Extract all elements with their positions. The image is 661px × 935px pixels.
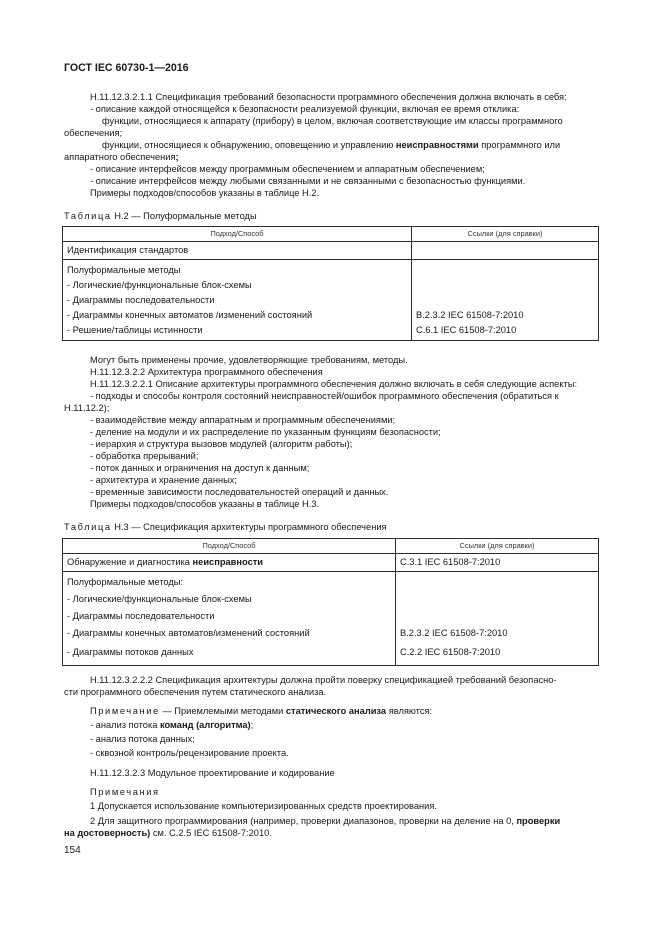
list-item: - деление на модули и их распределение по указанным функциям безопасности; [90,427,441,437]
subsection-title: H.11.12.3.2.2 Архитектура программного обеспечения [90,367,323,377]
note-item [64,827,272,839]
note-item: 1 Допускается использование компьютеризированных средств проектирования. [90,801,437,811]
bold-term: на достоверность) [64,828,151,838]
paragraph: Примеры подходов/способов указаны в таблице Н.3. [90,499,320,509]
paragraph [102,139,560,151]
bold-term: ; [175,152,179,162]
text: аппаратного обеспечения [64,152,176,162]
text: 2 Для защитного программирования (например, проверки диапазонов, проверки на деление на 0, [90,816,517,826]
list-item: - Диаграммы конечных автоматов /изменений состояний [67,310,313,320]
bold-term: статического анализа [285,706,387,716]
bold-term: проверки [516,816,561,826]
paragraph: H.11.12.3.2.2.2 Спецификация архитектуры должна пройти поверку спецификацией требований безопасно- [90,675,557,685]
table-cell: Идентификация стандартов [63,242,412,260]
table-cell [412,242,599,260]
reference: B.2.3.2 IEC 61508-7:2010 [400,628,508,638]
table-cell [396,572,599,666]
bold-term: команд (алгоритма) [159,720,251,730]
reference [416,278,594,293]
text: см. C.2.5 IEC 61508-7:2010. [150,828,272,838]
table-cell [412,260,599,341]
list-item: - анализ потока данных; [90,734,195,744]
list-item: - Решение/таблицы истинности [67,325,203,335]
list-item [90,719,253,731]
reference: C.2.2 IEC 61508-7:2010 [400,647,501,657]
paragraph: функции, относящиеся к аппарату (прибору) в целом, включая соответствующие им классы программного [102,116,563,126]
list-item: - Диаграммы последовательности [67,295,215,305]
table-row [63,242,599,260]
table-row [63,572,599,666]
paragraph: H.11.12.2); [64,403,110,413]
notes-label [90,786,160,798]
cell-heading: Полуформальные методы: [67,577,184,587]
list-item: - Диаграммы последовательности [67,611,215,621]
list-item: - Логические/функциональные блок-схемы [67,280,252,290]
caption-prefix: Таблица [64,522,112,532]
paragraph: обеспечения; [64,128,123,138]
list-item: - поток данных и ограничения на доступ к данным; [90,463,310,473]
bold-term: неисправностями [395,140,479,150]
caption-text: Н.2 — Полуформальные методы [111,211,257,221]
reference [400,592,594,609]
table-header-row [63,539,599,554]
list-item: - архитектура и хранение данных; [90,475,238,485]
caption-text: Н.3 — Спецификация архитектуры программного обеспечения [111,522,387,532]
table-architecture-spec [62,538,599,666]
caption-prefix: Таблица [64,211,112,221]
notes-heading: Примечания [90,787,160,797]
note-label: Примечание [90,706,160,716]
bold-term: неисправности [192,557,264,567]
column-header: Подход/Способ [63,227,412,242]
list-item: - взаимодействие между аппаратным и программным обеспечениями; [90,415,396,425]
table-row [63,260,599,341]
reference: C.6.1 IEC 61508-7:2010 [416,325,517,335]
table-caption [64,210,257,222]
text: ; [250,720,254,730]
text: программного или [478,140,561,150]
list-item: - описание интерфейсов между любыми связанными и не связанными с безопасностью функциями. [90,176,526,186]
list-item: - описание интерфейсов между программным обеспечением и аппаратным обеспечением; [90,164,485,174]
reference: B.2.3.2 IEC 61508-7:2010 [416,310,524,320]
list-item: - временные зависимости последовательностей операций и данных. [90,487,389,497]
list-item: - описание каждой относящейся к безопасности реализуемой функции, включая ее время отклика: [90,104,520,114]
document-header: ГОСТ IEC 60730-1—2016 [64,62,189,74]
paragraph: Могут быть применены прочие, удовлетворяющие требованиям, методы. [90,355,408,365]
paragraph [64,151,179,163]
table-semiformal-methods [62,226,599,341]
column-header: Ссылки (для справки) [412,227,599,242]
text: являются: [386,706,433,716]
paragraph: H.11.12.3.2.2.1 Описание архитектуры программного обеспечения должно включать в себя следующие аспекты: [90,379,578,389]
list-item: - сквозной контроль/рецензирование проекта. [90,748,289,758]
list-item: - Логические/функциональные блок-схемы [67,594,252,604]
text: - анализ потока [90,720,160,730]
cell-heading: Полуформальные методы [67,265,181,275]
note-item [90,815,560,827]
paragraph: H.11.12.3.2.1.1 Спецификация требований безопасности программного обеспечения должна включать в себя: [90,92,567,102]
subsection-title: H.11.12.3.2.3 Модульное проектирование и кодирование [90,768,335,778]
note [90,705,432,717]
list-item: - иерархия и структура вызовов модулей (алгоритм работы); [90,439,353,449]
table-cell [63,572,396,666]
paragraph: сти программного обеспечения путем статического анализа. [64,687,327,697]
text: Обнаружение и диагностика [67,557,193,567]
reference [416,293,594,308]
list-item: - Диаграммы потоков данных [67,647,194,657]
reference [400,609,594,626]
table-cell [63,260,412,341]
table-cell: C.3.1 IEC 61508-7:2010 [396,554,599,572]
list-item: - Диаграммы конечных автоматов/изменений состояний [67,628,310,638]
text: функции, относящиеся к обнаружению, оповещению и управлению [102,140,396,150]
table-row [63,554,599,572]
list-item: - обработка прерываний; [90,451,199,461]
table-caption [64,521,387,533]
table-header-row [63,227,599,242]
table-cell [63,554,396,572]
column-header: Ссылки (для справки) [396,539,599,554]
list-item: - подходы и способы контроля состояний неисправностей/ошибок программного обеспечения (обратиться к [90,391,559,401]
paragraph: Примеры подходов/способов указаны в таблице Н.2. [90,188,320,198]
column-header: Подход/Способ [63,539,396,554]
text: — Приемлемыми методами [159,706,286,716]
page-number: 154 [64,845,81,856]
